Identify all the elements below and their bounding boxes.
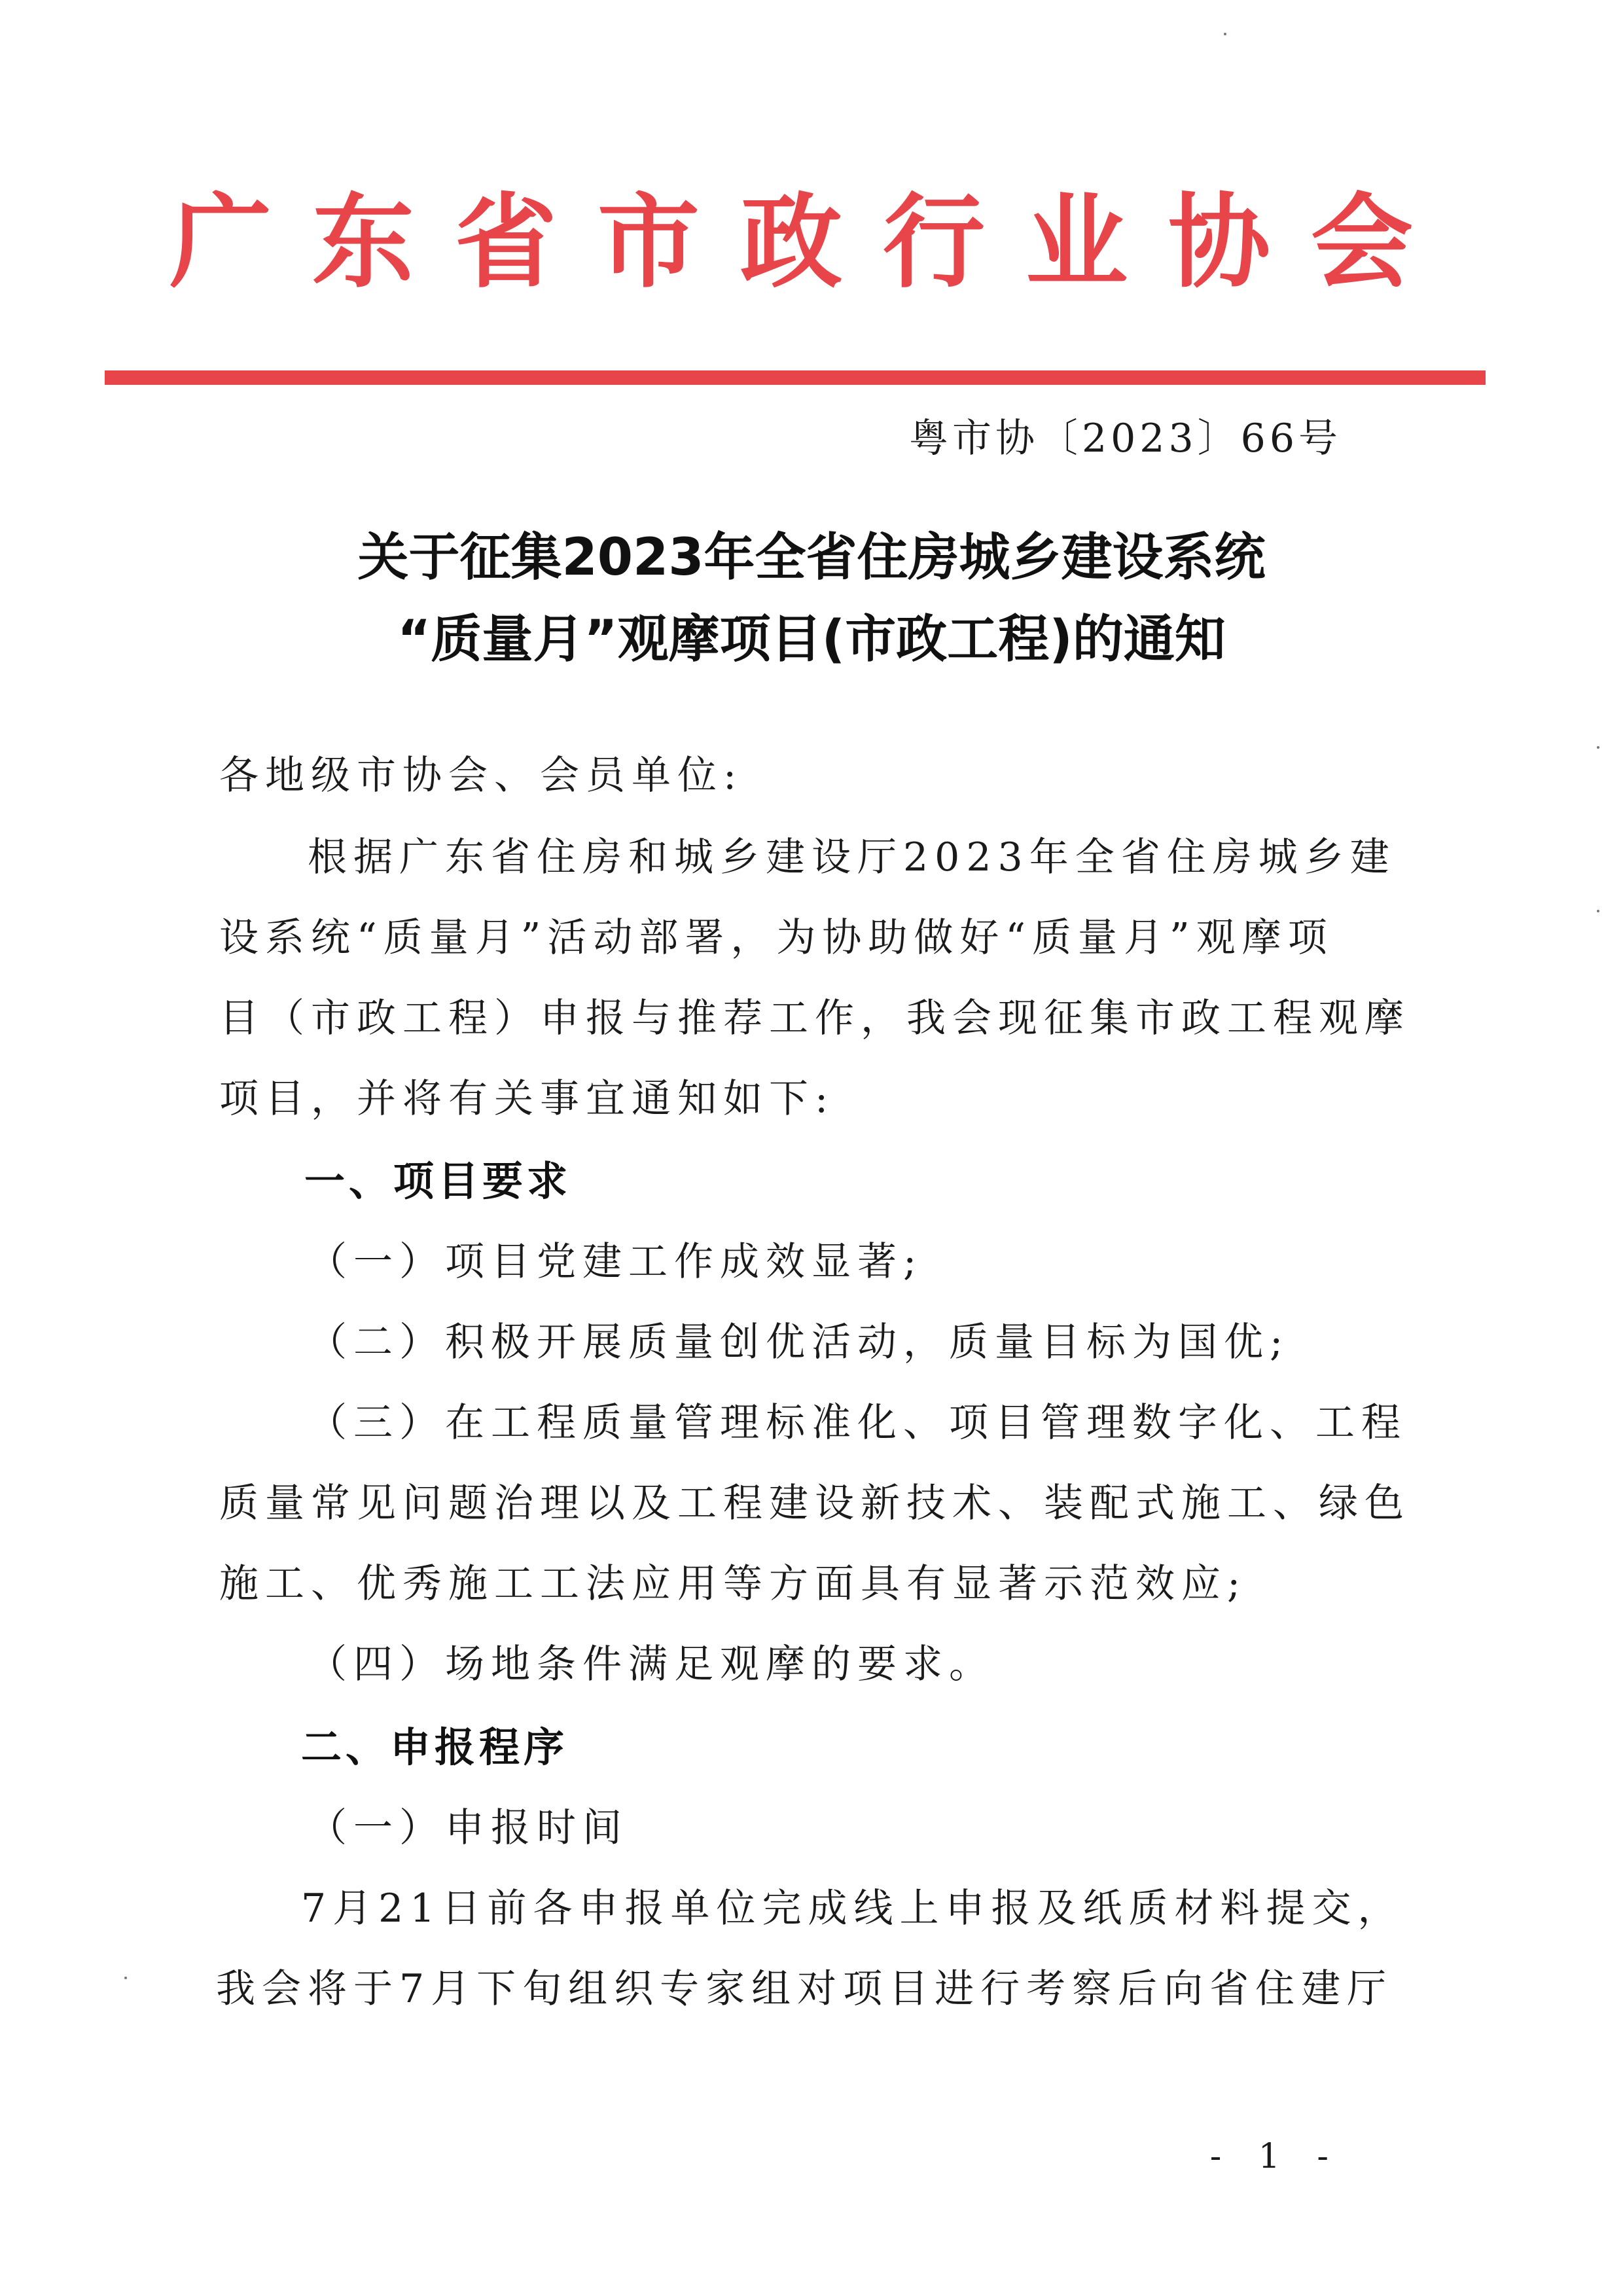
scan-speck xyxy=(1597,910,1599,912)
section-2-heading: 二、申报程序 xyxy=(301,1723,569,1771)
intro-line-2: 设系统“质量月”活动部署，为协助做好“质量月”观摩项 xyxy=(219,915,1334,961)
section-1-item-3: （三）在工程质量管理标准化、项目管理数字化、工程 xyxy=(308,1400,1407,1446)
intro-line-1: 根据广东省住房和城乡建设厅2023年全省住房城乡建 xyxy=(308,834,1396,880)
section-2-line-1: 7月21日前各申报单位完成线上申报及纸质材料提交， xyxy=(301,1886,1404,1931)
title-line-2: “质量月”观摩项目(市政工程)的通知 xyxy=(397,610,1226,669)
scan-speck xyxy=(1597,746,1599,749)
section-1-item-2: （二）积极开展质量创优活动，质量目标为国优; xyxy=(308,1319,1290,1365)
salutation: 各地级市协会、会员单位: xyxy=(219,753,743,798)
scan-speck xyxy=(1224,33,1226,35)
section-1-item-1: （一）项目党建工作成效显著; xyxy=(308,1239,923,1285)
section-1-item-4: （四）场地条件满足观摩的要求。 xyxy=(308,1641,995,1687)
page-number: - 1 - xyxy=(1209,2137,1342,2176)
section-1-item-3-cont-1: 质量常见问题治理以及工程建设新技术、装配式施工、绿色 xyxy=(219,1480,1410,1526)
document-title xyxy=(131,517,1492,681)
document-number: 粤市协〔2023〕66号 xyxy=(908,416,1342,461)
scan-speck xyxy=(124,1977,127,1979)
organization-header: 广东省市政行业协会 xyxy=(169,183,1454,302)
intro-line-3: 目（市政工程）申报与推荐工作，我会现征集市政工程观摩 xyxy=(219,996,1410,1041)
intro-line-4: 项目，并将有关事宜通知如下: xyxy=(219,1076,835,1122)
section-2-subheading: （一）申报时间 xyxy=(308,1805,628,1851)
section-2-line-2: 我会将于7月下旬组织专家组对项目进行考察后向省住建厅 xyxy=(216,1966,1393,2012)
section-1-item-3-cont-2: 施工、优秀施工工法应用等方面具有显著示范效应; xyxy=(219,1561,1247,1607)
title-line-1: 关于征集2023年全省住房城乡建设系统 xyxy=(357,528,1266,587)
section-1-heading: 一、项目要求 xyxy=(304,1157,572,1205)
red-header-rule xyxy=(105,370,1486,385)
